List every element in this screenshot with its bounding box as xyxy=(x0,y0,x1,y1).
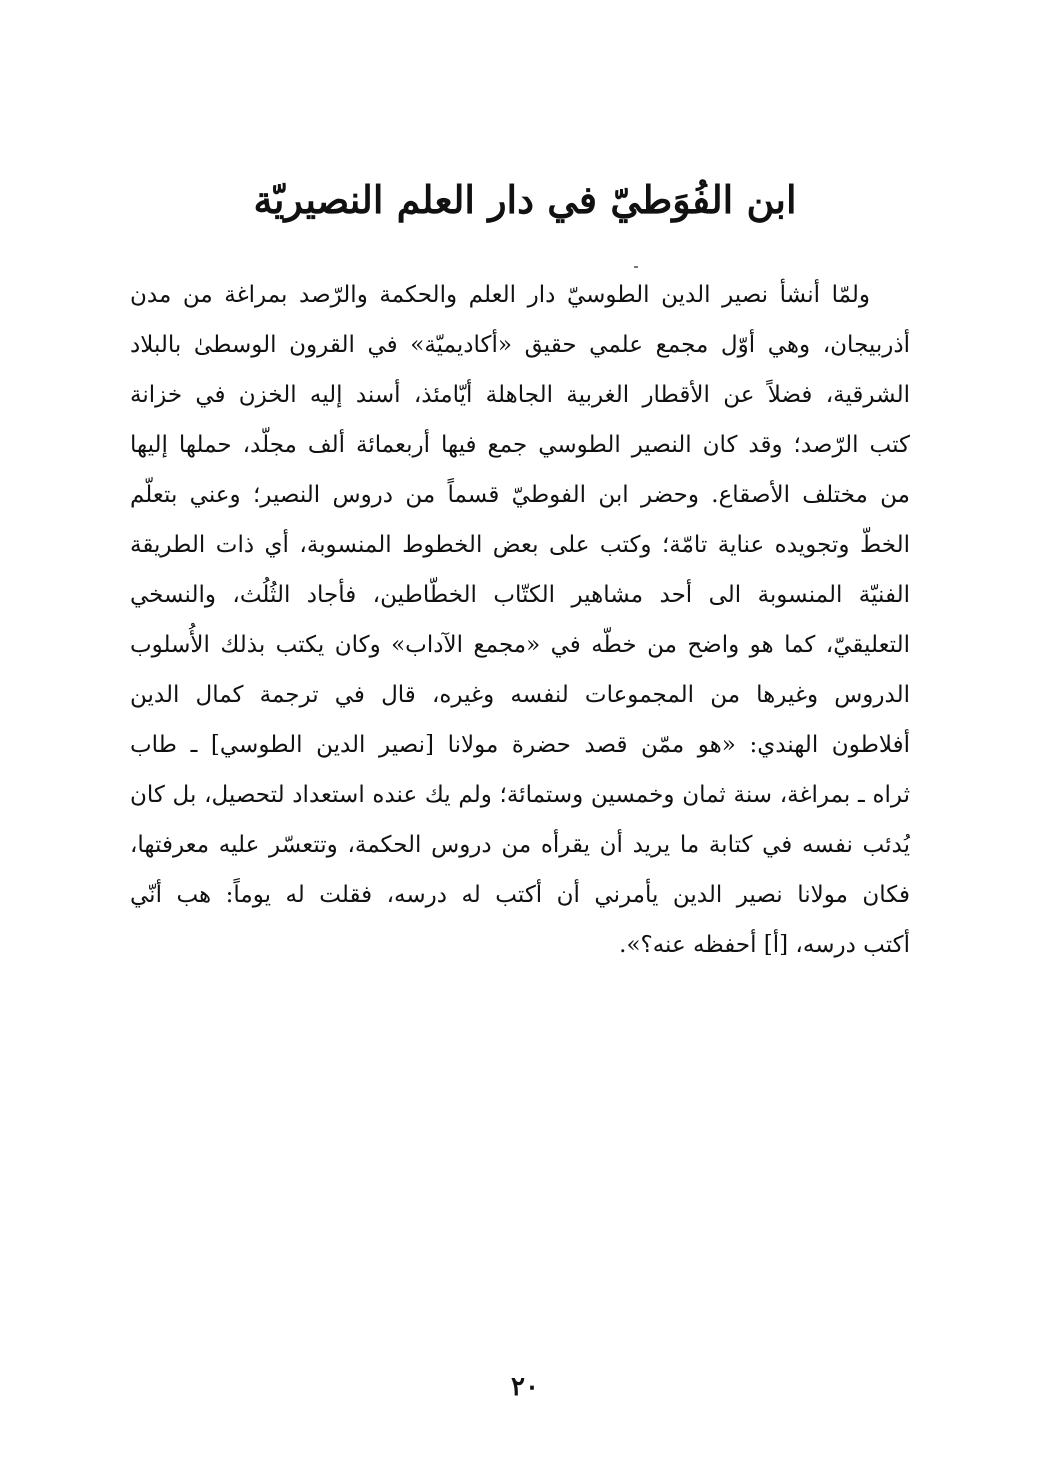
paragraph-line: كتب الرّصد؛ وقد كان النصير الطوسي جمع فيها أربعمائة ألف مجلّد، حملها إليها xyxy=(130,432,910,458)
body-paragraph xyxy=(130,270,910,970)
paragraph-line: أفلاطون الهندي: «هو ممّن قصد حضرة مولانا [نصير الدين الطوسي] ـ طاب xyxy=(130,732,910,758)
ink-dot xyxy=(634,266,638,268)
paragraph-line: الفنيّة المنسوبة الى أحد مشاهير الكتّاب الخطّاطين، فأجاد الثُلُث، والنسخي xyxy=(130,582,910,608)
paragraph-line: أكتب درسه، [أ] أحفظه عنه؟». xyxy=(619,932,910,958)
paragraph-line: فكان مولانا نصير الدين يأمرني أن أكتب له درسه، فقلت له يوماً: هب أنّي xyxy=(130,882,910,908)
paragraph-line: الشرقية، فضلاً عن الأقطار الغربية الجاهلة أيّامئذ، أسند إليه الخزن في خزانة xyxy=(130,382,910,408)
paragraph-line: الخطّ وتجويده عناية تامّة؛ وكتب على بعض الخطوط المنسوبة، أي ذات الطريقة xyxy=(130,532,910,558)
paragraph-line: الدروس وغيرها من المجموعات لنفسه وغيره، قال في ترجمة كمال الدين xyxy=(130,682,910,708)
paragraph-line: التعليقيّ، كما هو واضح من خطّه في «مجمع الآداب» وكان يكتب بذلك الأُسلوب xyxy=(130,632,910,658)
paragraph-line: ثراه ـ بمراغة، سنة ثمان وخمسين وستمائة؛ ولم يك عنده استعداد لتحصيل، بل كان xyxy=(130,782,910,808)
paragraph-line: ولمّا أنشأ نصير الدين الطوسيّ دار العلم والحكمة والرّصد بمراغة من مدن xyxy=(130,282,870,308)
paragraph-line: من مختلف الأصقاع. وحضر ابن الفوطيّ قسماً من دروس النصير؛ وعني بتعلّم xyxy=(130,482,910,508)
page-number: ٢٠ xyxy=(511,1372,539,1402)
paragraph-line: أذربيجان، وهي أوّل مجمع علمي حقيق «أكاديميّة» في القرون الوسطىٰ بالبلاد xyxy=(130,332,910,358)
page-title: ابن الفُوَطيّ في دار العلم النصيريّة xyxy=(253,177,797,223)
paragraph-line: يُدئب نفسه في كتابة ما يريد أن يقرأه من دروس الحكمة، وتتعسّر عليه معرفتها، xyxy=(130,832,910,858)
